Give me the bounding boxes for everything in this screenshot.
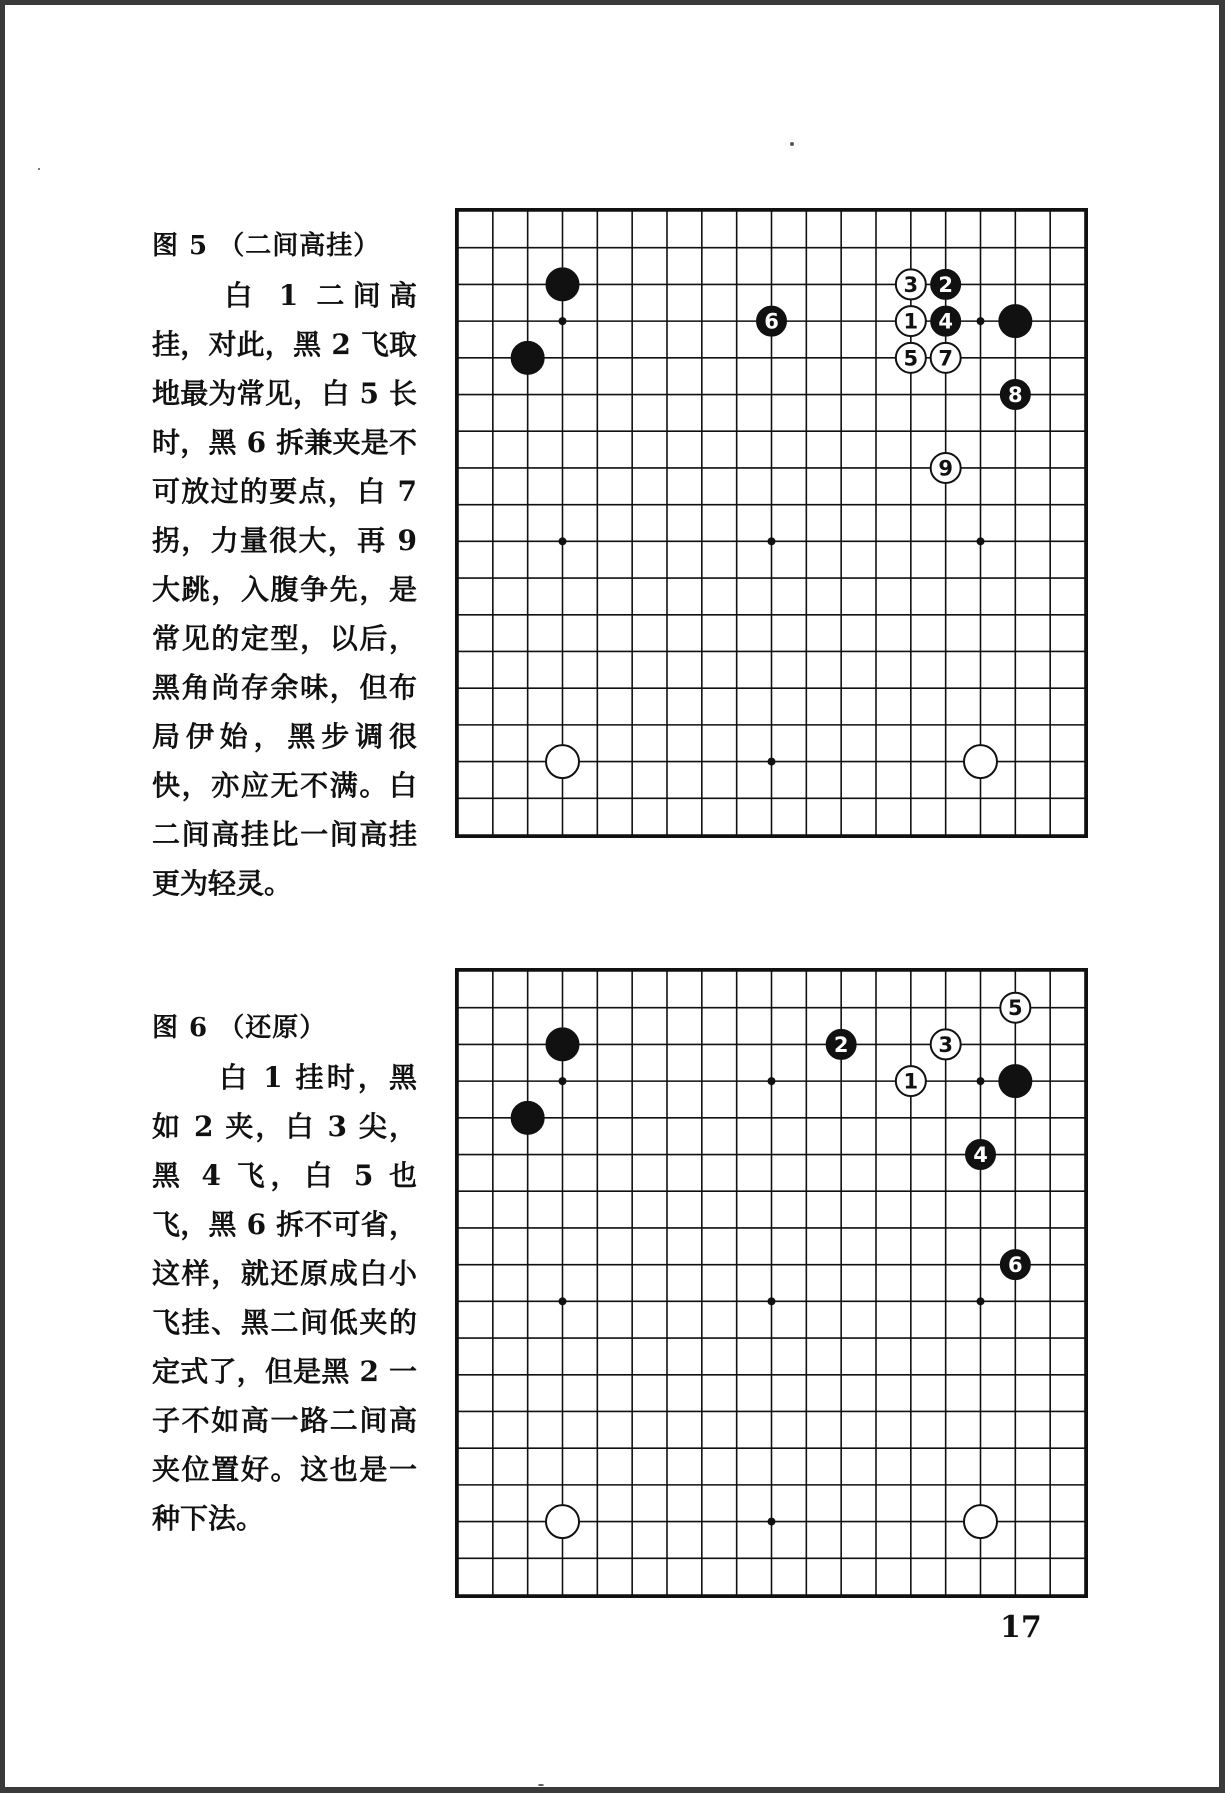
white-stone [546,1505,579,1538]
figure6-caption [152,1004,417,1543]
stone-move-number: 3 [938,1032,953,1057]
white-stone-9 [931,453,961,483]
scan-speck [538,1784,544,1786]
stone-move-number: 7 [938,346,953,371]
figure6-text: 白 1 挂时，黑如 2 夹，白 3 尖，黑 4 飞，白 5 也飞，黑 6 拆不可省，这样，就还原成白小飞挂、黑二间低夹的定式了，但是黑 2 一子不如高一路二间高夹位置好。这也是一种下法。 [152,1061,417,1535]
black-stone [511,341,544,374]
stone-move-number: 2 [833,1032,849,1057]
black-stone [546,1028,579,1061]
figure5-caption [152,222,417,908]
star-point [768,1077,776,1085]
white-stone-3 [931,1029,961,1059]
black-stone [546,268,579,301]
white-stone-1 [896,1066,926,1096]
star-point [768,758,776,766]
page-number: 17 [1000,1610,1042,1645]
black-stone-disc [511,341,544,374]
star-point [768,1518,776,1526]
figure6-title: 图 6 （还原） [152,1013,327,1043]
figure6-board-svg [455,968,1088,1598]
black-stone [511,1101,544,1134]
black-stone-4 [966,1140,996,1170]
white-stone-3 [896,269,926,299]
stone-move-number: 5 [1008,996,1023,1021]
star-point [977,537,985,545]
star-point [768,537,776,545]
black-stone-2 [931,269,961,299]
black-stone-disc [511,1101,544,1134]
black-stone-disc [999,305,1032,338]
stone-move-number: 4 [973,1143,988,1168]
scan-speck [38,168,40,170]
black-stone-disc [546,268,579,301]
star-point [977,317,985,325]
stone-move-number: 6 [764,309,779,334]
stone-move-number: 2 [938,272,953,297]
black-stone [999,305,1032,338]
black-stone-6 [757,306,787,336]
black-stone-disc [999,1065,1032,1098]
black-stone-disc [546,1028,579,1061]
figure5-text: 白 1 二间高挂，对此，黑 2 飞取地最为常见，白 5 长时，黑 6 拆兼夹是不可放过的要点，白 7 拐，力量很大，再 9 大跳，入腹争先，是常见的定型，以后，黑角尚存余味，但布局伊始，黑步调很快，亦应无不满。白二间高挂比一间高挂更为轻灵。 [152,279,417,900]
white-stone-7 [931,343,961,373]
black-stone-4 [931,306,961,336]
stone-move-number: 8 [1008,383,1023,408]
star-point [559,1297,567,1305]
stone-move-number: 9 [938,456,953,481]
figure5-go-board [455,208,1088,838]
white-stone-5 [896,343,926,373]
white-stone [546,745,579,778]
white-stone [964,1505,997,1538]
black-stone-2 [826,1029,856,1059]
star-point [768,1297,776,1305]
white-stone-disc [964,1505,997,1538]
stone-move-number: 1 [903,309,919,334]
star-point [559,537,567,545]
star-point [977,1077,985,1085]
figure5-title: 图 5 （二间高挂） [152,231,381,261]
white-stone-disc [964,745,997,778]
star-point [559,317,567,325]
white-stone-1 [896,306,926,336]
figure6-go-board [455,968,1088,1598]
black-stone-6 [1000,1250,1030,1280]
stone-move-number: 6 [1008,1253,1023,1278]
white-stone [964,745,997,778]
white-stone-disc [546,745,579,778]
stone-move-number: 5 [903,346,919,371]
stone-move-number: 3 [903,272,919,297]
black-stone [999,1065,1032,1098]
stone-move-number: 4 [938,309,953,334]
figure5-board-svg [455,208,1088,838]
star-point [977,1297,985,1305]
stone-move-number: 1 [903,1069,919,1094]
white-stone-disc [546,1505,579,1538]
white-stone-5 [1000,993,1030,1023]
black-stone-8 [1000,380,1030,410]
scan-speck [790,142,794,146]
star-point [559,1077,567,1085]
